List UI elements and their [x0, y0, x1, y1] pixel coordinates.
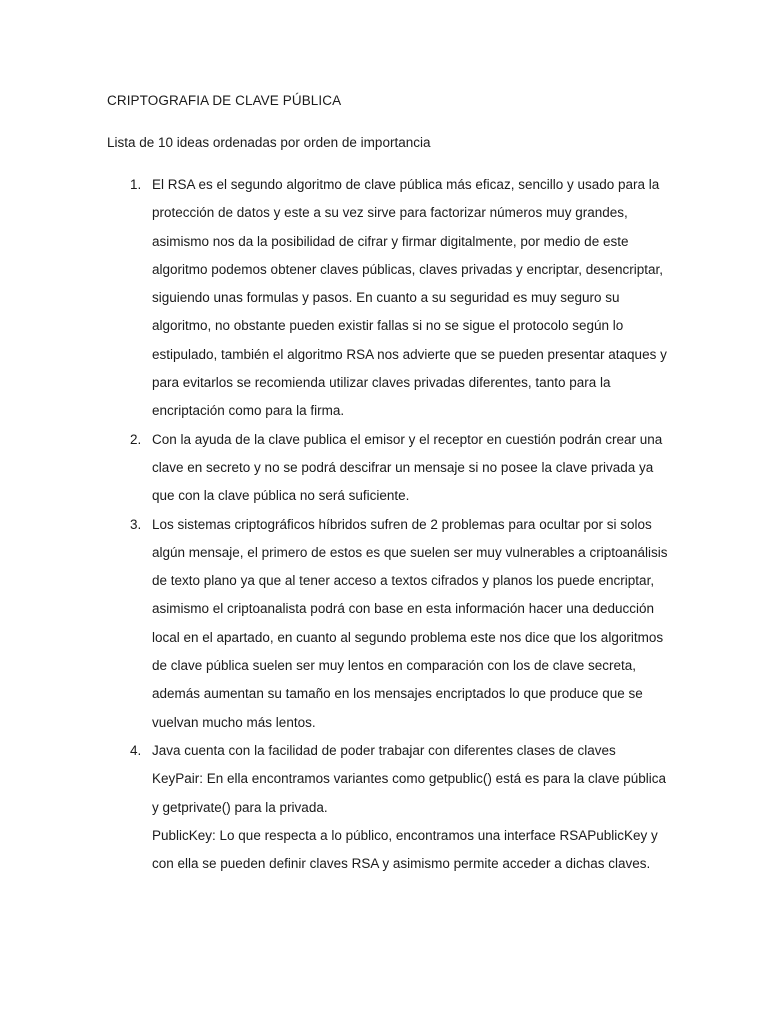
list-item-text: [152, 171, 670, 426]
document-subtitle: Lista de 10 ideas ordenadas por orden de importancia: [107, 135, 431, 150]
list-item-number: 1.: [130, 177, 142, 192]
list-item: [130, 511, 670, 737]
list-item-text: [152, 511, 670, 737]
list-item-paragraph: Los sistemas criptográficos híbridos sufren de 2 problemas para ocultar por si solos algún mensaje, el primero de estos es que suelen ser muy vulnerables a criptoanálisis de texto plano ya que al tener acceso a textos cifrados y planos los puede encriptar, asimismo el criptoanalista podrá con base en esta información hacer una deducción local en el apartado, en cuanto al segundo problema este nos dice que los algoritmos de clave pública suelen ser muy lentos en comparación con los de clave secreta, además aumentan su tamaño en los mensajes encriptados lo que produce que se vuelvan mucho más lentos.: [152, 516, 668, 730]
list-item-paragraph: El RSA es el segundo algoritmo de clave pública más eficaz, sencillo y usado para la protección de datos y este a su vez sirve para factorizar números muy grandes, asimismo nos da la posibilidad de cifrar y firmar digitalmente, por medio de este algoritmo podemos obtener claves públicas, claves privadas y encriptar, desencriptar, siguiendo unas formulas y pasos. En cuanto a su seguridad es muy seguro su algoritmo, no obstante pueden existir fallas si no se sigue el protocolo según lo estipulado, también el algoritmo RSA nos advierte que se pueden presentar ataques y para evitarlos se recomienda utilizar claves privadas diferentes, tanto para la encriptación como para la firma.: [152, 177, 667, 419]
list-item: [130, 426, 670, 511]
list-item: [130, 737, 670, 878]
list-item-paragraph: KeyPair: En ella encontramos variantes como getpublic() está es para la clave pública y getprivate() para la privada.: [152, 771, 667, 815]
ideas-list: [130, 171, 670, 878]
list-item-paragraph: Con la ayuda de la clave publica el emisor y el receptor en cuestión podrán crear una clave en secreto y no se podrá descifrar un mensaje si no posee la clave privada ya que con la clave pública no será suficiente.: [152, 431, 663, 504]
list-item-number: 2.: [130, 431, 142, 447]
list-item-paragraph: PublicKey: Lo que respecta a lo público, encontramos una interface RSAPublicKey y con ella se pueden definir claves RSA y asimismo permite acceder a dichas claves.: [152, 827, 658, 872]
list-item-text: [152, 737, 670, 878]
list-item: [130, 171, 670, 426]
list-item-text: [152, 426, 670, 511]
document-title: CRIPTOGRAFIA DE CLAVE PÚBLICA: [107, 93, 342, 108]
list-item-paragraph: Java cuenta con la facilidad de poder trabajar con diferentes clases de claves: [152, 742, 616, 758]
list-item-number: 3.: [130, 516, 142, 532]
list-item-number: 4.: [130, 742, 142, 758]
